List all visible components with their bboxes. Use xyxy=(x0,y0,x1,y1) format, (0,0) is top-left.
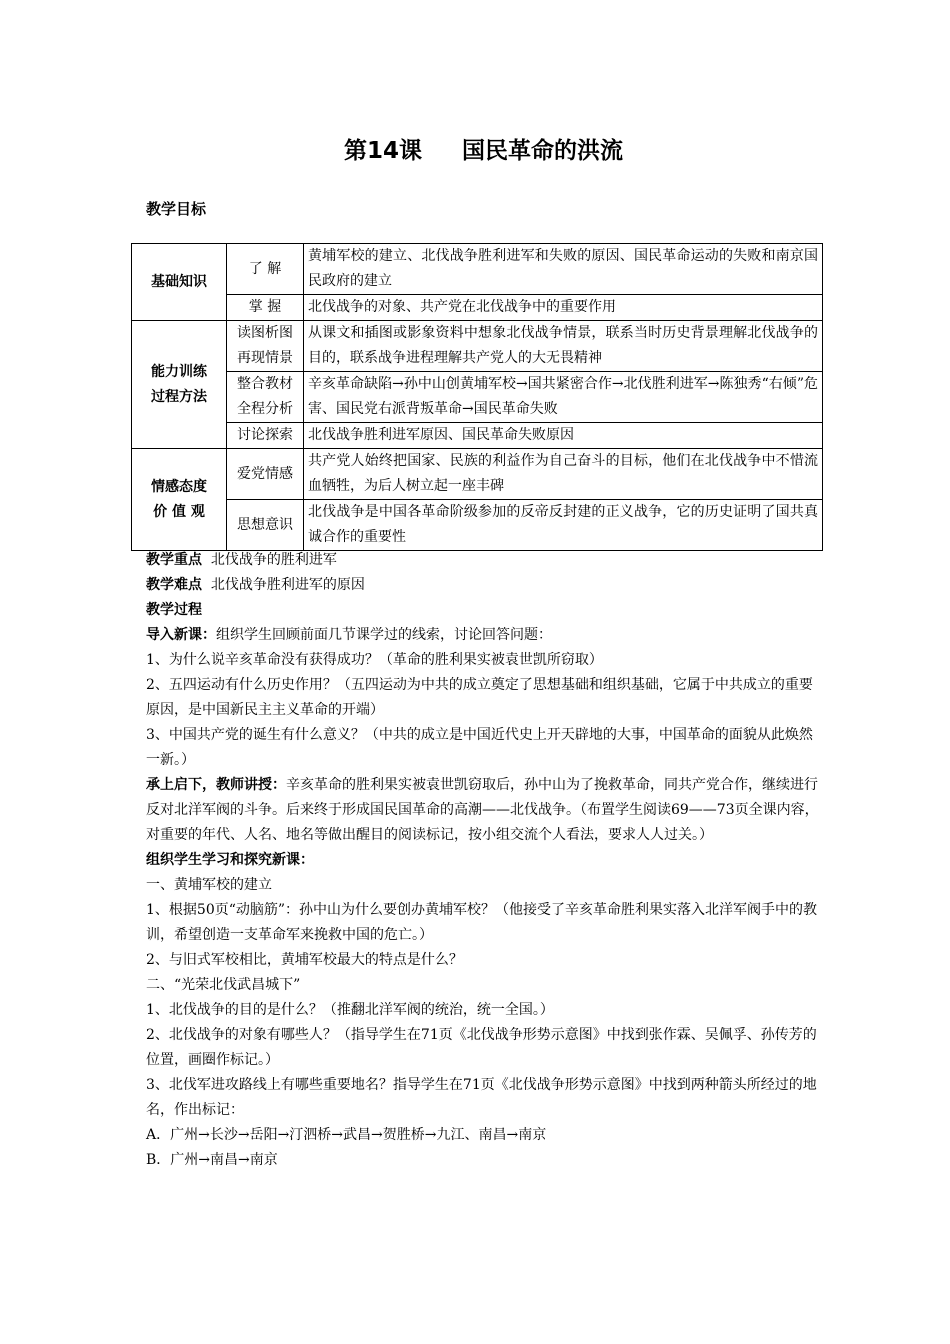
subcategory-cell xyxy=(227,321,304,372)
intro-label: 导入新课： xyxy=(146,627,216,643)
description-cell: 共产党人始终把国家、民族的利益作为自己奋斗的目标，他们在北伐战争中不惜流血牺牲，为后人树立起一座丰碑 xyxy=(304,449,823,500)
subcategory-line: 再现情景 xyxy=(237,350,293,366)
subcategory-line: 全程分析 xyxy=(237,401,293,417)
section-item: A．广州→长沙→岳阳→汀泗桥→武昌→贺胜桥→九江、南昌→南京 xyxy=(146,1127,547,1143)
table-row xyxy=(132,321,823,372)
table-row xyxy=(132,372,823,423)
difficult-point-text: 北伐战争胜利进军的原因 xyxy=(210,577,365,593)
subcategory-line: 读图析图 xyxy=(237,325,293,341)
section-item: B．广州→南昌→南京 xyxy=(146,1152,278,1168)
section-item: 2、北伐战争的对象有哪些人？（指导学生在71页《北伐战争形势示意图》中找到张作霖、吴佩孚、孙传芳的位置，画圈作标记。） xyxy=(146,1027,817,1068)
category-cell xyxy=(132,449,227,551)
intro-paragraph xyxy=(146,623,821,648)
transition-label: 承上启下，教师讲授： xyxy=(146,777,286,793)
description-cell: 黄埔军校的建立、北伐战争胜利进军和失败的原因、国民革命运动的失败和南京国民政府的建立 xyxy=(304,244,823,295)
description-cell: 北伐战争的对象、共产党在北伐战争中的重要作用 xyxy=(304,295,823,321)
description-cell: 辛亥革命缺陷→孙中山创黄埔军校→国共紧密合作→北伐胜利进军→陈独秀“右倾”危害、国民党右派背叛革命→国民革命失败 xyxy=(304,372,823,423)
subcategory-cell xyxy=(227,372,304,423)
category-line: 过程方法 xyxy=(151,388,207,405)
subcategory-cell: 了 解 xyxy=(227,244,304,295)
table-row xyxy=(132,500,823,551)
table-row xyxy=(132,244,823,295)
lesson-name: 国民革命的洪流 xyxy=(462,138,623,164)
subcategory-line: 整合教材 xyxy=(237,376,293,392)
process-heading: 教学过程 xyxy=(146,602,202,618)
section-title: 二、“光荣北伐武昌城下” xyxy=(146,977,301,993)
intro-question: 1、为什么说辛亥革命没有获得成功？（革命的胜利果实被袁世凯所窃取） xyxy=(146,652,603,668)
subcategory-cell: 讨论探索 xyxy=(227,423,304,449)
description-cell: 北伐战争胜利进军原因、国民革命失败原因 xyxy=(304,423,823,449)
subcategory-cell: 爱党情感 xyxy=(227,449,304,500)
intro-question: 2、五四运动有什么历史作用？（五四运动为中共的成立奠定了思想基础和组织基础，它属于中共成立的重要原因，是中国新民主主义革命的开端） xyxy=(146,677,813,718)
transition-paragraph xyxy=(146,773,821,848)
table-row xyxy=(132,423,823,449)
key-point xyxy=(146,548,821,573)
category-line: 能力训练 xyxy=(151,363,207,380)
subcategory-cell: 掌 握 xyxy=(227,295,304,321)
intro-text: 组织学生回顾前面几节课学过的线索，讨论回答问题： xyxy=(216,627,552,643)
category-cell: 基础知识 xyxy=(132,244,227,321)
section-title: 一、黄埔军校的建立 xyxy=(146,877,272,893)
difficult-point xyxy=(146,573,821,598)
new-lesson-heading: 组织学生学习和探究新课： xyxy=(146,852,314,868)
objectives-table xyxy=(131,243,823,551)
description-cell: 北伐战争是中国各革命阶级参加的反帝反封建的正义战争，它的历史证明了国共真诚合作的重要性 xyxy=(304,500,823,551)
subcategory-cell: 思想意识 xyxy=(227,500,304,551)
section-item: 3、北伐军进攻路线上有哪些重要地名？指导学生在71页《北伐战争形势示意图》中找到两种箭头所经过的地名，作出标记： xyxy=(146,1077,817,1118)
transition-text: 辛亥革命的胜利果实被袁世凯窃取后，孙中山为了挽救革命，同共产党合作，继续进行反对北洋军阀的斗争。后来终于形成国民国革命的高潮——北伐战争。（布置学生阅读69——73页全课内容，对重要的年代、人名、地名等做出醒目的阅读标记，按小组交流个人看法，要求人人过关。） xyxy=(146,777,819,843)
category-line: 价 值 观 xyxy=(153,503,205,520)
lesson-body xyxy=(146,548,821,1173)
description-cell: 从课文和插图或影象资料中想象北伐战争情景，联系当时历史背景理解北伐战争的目的，联系战争进程理解共产党人的大无畏精神 xyxy=(304,321,823,372)
table-row xyxy=(132,449,823,500)
table-row xyxy=(132,295,823,321)
section-item: 1、根据50页“动脑筋”：孙中山为什么要创办黄埔军校？（他接受了辛亥革命胜利果实落入北洋军阀手中的教训，希望创造一支革命军来挽救中国的危亡。） xyxy=(146,902,818,943)
section-item: 1、北伐战争的目的是什么？（推翻北洋军阀的统治，统一全国。） xyxy=(146,1002,554,1018)
lesson-number: 第14课 xyxy=(343,138,422,164)
category-cell xyxy=(132,321,227,449)
key-point-text: 北伐战争的胜利进军 xyxy=(210,552,337,568)
intro-question: 3、中国共产党的诞生有什么意义？（中共的成立是中国近代史上开天辟地的大事，中国革命的面貌从此焕然一新。） xyxy=(146,727,813,768)
key-point-label: 教学重点 xyxy=(146,552,202,568)
category-line: 情感态度 xyxy=(151,478,207,495)
objectives-heading: 教学目标 xyxy=(146,200,207,218)
page-title xyxy=(146,136,821,166)
section-item: 2、与旧式军校相比，黄埔军校最大的特点是什么？ xyxy=(146,952,463,968)
difficult-point-label: 教学难点 xyxy=(146,577,202,593)
